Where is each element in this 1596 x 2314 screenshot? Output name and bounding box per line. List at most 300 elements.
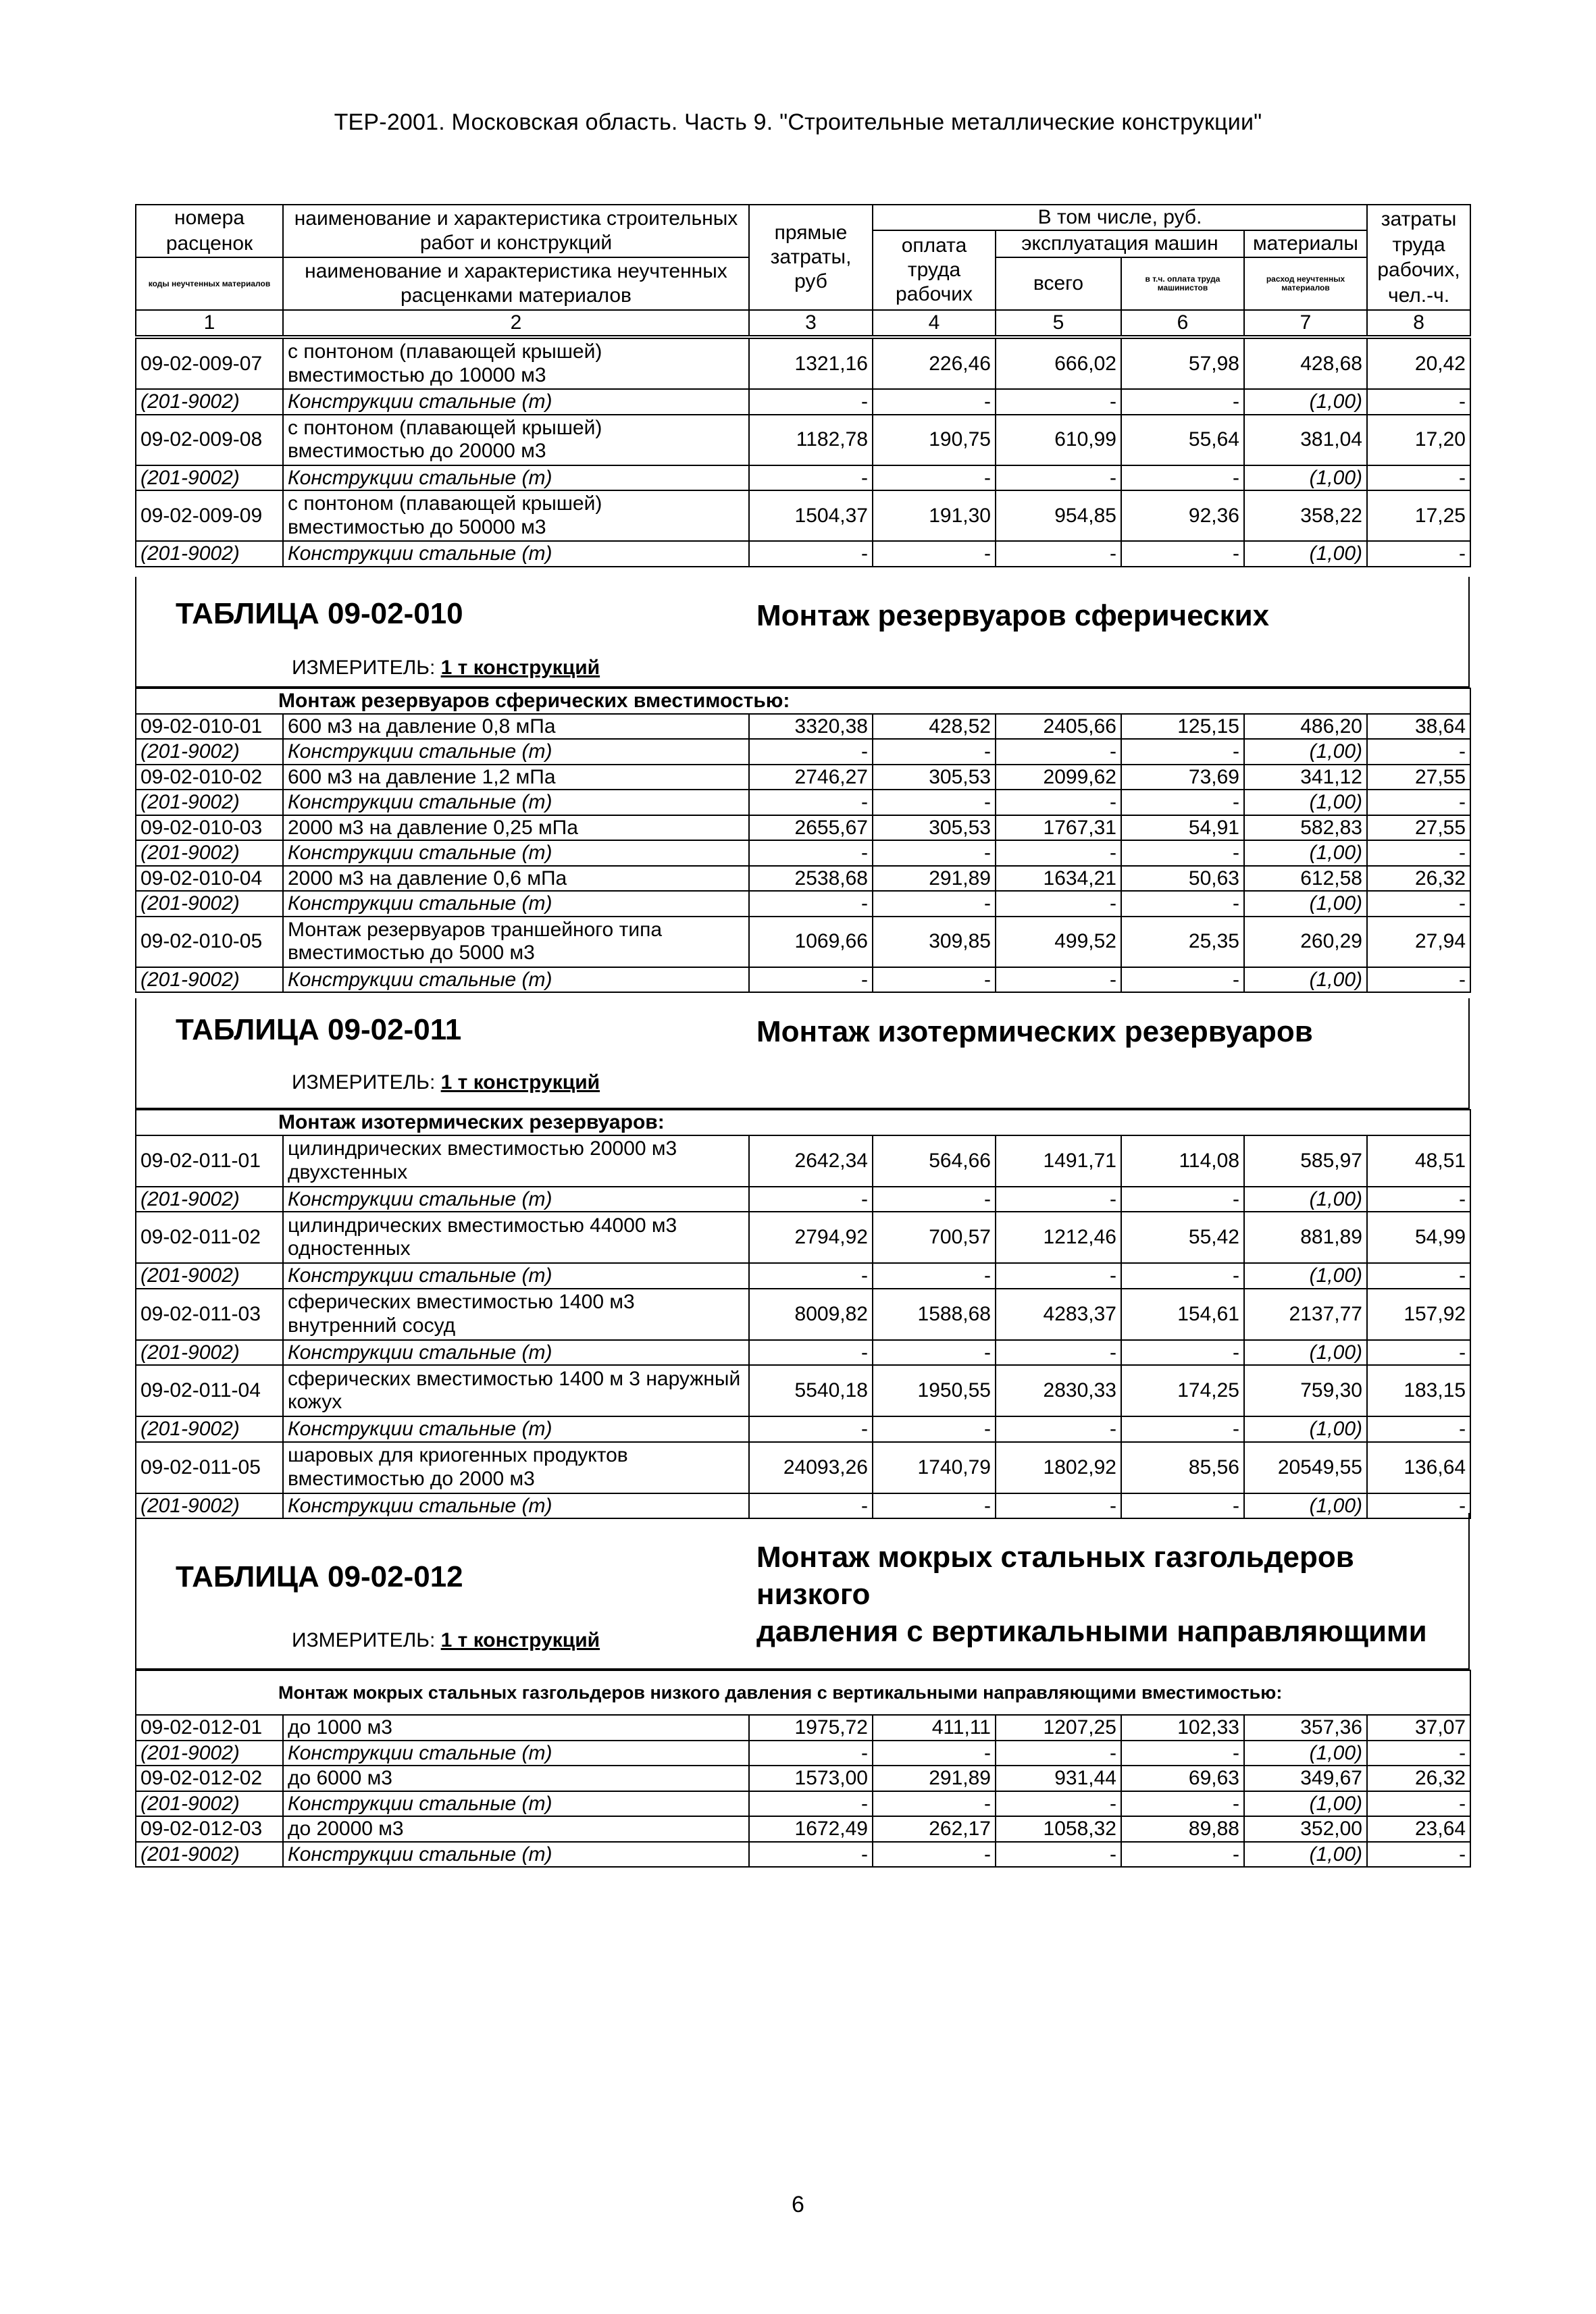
table-row	[136, 1766, 1470, 1791]
materials-cost: 428,68	[1244, 338, 1367, 389]
material-code: (201-9002)	[136, 967, 283, 993]
work-description: сферических вместимостью 1400 м3 внутренний сосуд	[283, 1289, 749, 1340]
dash-cell: -	[996, 1842, 1121, 1868]
materials-cost: 352,00	[1244, 1816, 1367, 1842]
table-09-02-009	[135, 338, 1471, 567]
table-name: Монтаж изотермических резервуаров	[756, 1015, 1313, 1048]
machines-total: 931,44	[996, 1766, 1121, 1791]
direct-cost: 1672,49	[749, 1816, 873, 1842]
column-number: 3	[749, 310, 873, 336]
dash-cell: -	[873, 1416, 996, 1442]
header-material-codes: коды неучтенных материалов	[136, 257, 283, 310]
work-description: с понтоном (плавающей крышей) вместимостью до 50000 м3	[283, 490, 749, 541]
rate-code: 09-02-012-02	[136, 1766, 283, 1791]
material-name: Конструкции стальные (т)	[283, 1842, 749, 1868]
materials-cost: 381,04	[1244, 415, 1367, 465]
dash-cell: -	[1367, 1263, 1470, 1289]
dash-cell: -	[749, 1842, 873, 1868]
table-title: ТАБЛИЦА 09-02-011	[176, 1013, 462, 1046]
materials-cost: 759,30	[1244, 1365, 1367, 1416]
labor-pay: 700,57	[873, 1212, 996, 1263]
material-name: Конструкции стальные (т)	[283, 967, 749, 993]
material-row	[136, 1842, 1470, 1868]
material-quantity: (1,00)	[1244, 541, 1367, 567]
dash-cell: -	[749, 1493, 873, 1519]
labor-hours: 26,32	[1367, 1766, 1470, 1791]
work-description: до 1000 м3	[283, 1715, 749, 1741]
material-name: Конструкции стальные (т)	[283, 891, 749, 917]
labor-hours: 23,64	[1367, 1816, 1470, 1842]
labor-hours: 27,94	[1367, 917, 1470, 967]
rate-code: 09-02-010-01	[136, 714, 283, 740]
work-description: с понтоном (плавающей крышей) вместимостью до 20000 м3	[283, 415, 749, 465]
rate-code: 09-02-012-03	[136, 1816, 283, 1842]
rate-code: 09-02-011-05	[136, 1442, 283, 1493]
material-quantity: (1,00)	[1244, 790, 1367, 815]
header-labor-cost: затраты труда рабочих, чел.-ч.	[1367, 205, 1470, 310]
rate-code: 09-02-009-07	[136, 338, 283, 389]
header-name-bottom: наименование и характеристика неучтенных расценками материалов	[283, 257, 749, 310]
rate-code: 09-02-011-02	[136, 1212, 283, 1263]
dash-cell: -	[749, 739, 873, 765]
rate-code: 09-02-010-05	[136, 917, 283, 967]
dash-cell: -	[1121, 1741, 1244, 1766]
material-code: (201-9002)	[136, 840, 283, 866]
group-heading: Монтаж изотермических резервуаров:	[136, 1110, 1470, 1135]
dash-cell: -	[1367, 541, 1470, 567]
table-row	[136, 1135, 1470, 1187]
table-row	[136, 1289, 1470, 1340]
material-row	[136, 967, 1470, 993]
dash-cell: -	[1121, 739, 1244, 765]
group-row	[136, 1110, 1470, 1135]
direct-cost: 1321,16	[749, 338, 873, 389]
labor-pay: 309,85	[873, 917, 996, 967]
table-row	[136, 1715, 1470, 1741]
material-code: (201-9002)	[136, 465, 283, 491]
material-name: Конструкции стальные (т)	[283, 389, 749, 415]
material-row	[136, 1187, 1470, 1212]
machines-operators: 57,98	[1121, 338, 1244, 389]
material-quantity: (1,00)	[1244, 1263, 1367, 1289]
dash-cell: -	[749, 465, 873, 491]
direct-cost: 8009,82	[749, 1289, 873, 1340]
materials-cost: 20549,55	[1244, 1442, 1367, 1493]
dash-cell: -	[996, 891, 1121, 917]
dash-cell: -	[873, 541, 996, 567]
materials-cost: 358,22	[1244, 490, 1367, 541]
machines-total: 1634,21	[996, 866, 1121, 892]
material-quantity: (1,00)	[1244, 739, 1367, 765]
material-name: Конструкции стальные (т)	[283, 1493, 749, 1519]
dash-cell: -	[1367, 967, 1470, 993]
machines-total: 2405,66	[996, 714, 1121, 740]
material-name: Конструкции стальные (т)	[283, 1791, 749, 1817]
rate-code: 09-02-011-03	[136, 1289, 283, 1340]
material-row	[136, 790, 1470, 815]
table-name-line: Монтаж мокрых стальных газгольдеров низкого	[756, 1541, 1354, 1611]
table-row	[136, 490, 1470, 541]
labor-pay: 1950,55	[873, 1365, 996, 1416]
dash-cell: -	[1367, 1416, 1470, 1442]
machines-total: 1802,92	[996, 1442, 1121, 1493]
table-row	[136, 1816, 1470, 1842]
machines-operators: 174,25	[1121, 1365, 1244, 1416]
material-row	[136, 389, 1470, 415]
dash-cell: -	[749, 1263, 873, 1289]
material-code: (201-9002)	[136, 541, 283, 567]
measurement-label: ИЗМЕРИТЕЛЬ:	[292, 1629, 441, 1651]
table-row	[136, 1212, 1470, 1263]
dash-cell: -	[1121, 389, 1244, 415]
rate-code: 09-02-011-04	[136, 1365, 283, 1416]
machines-total: 1058,32	[996, 1816, 1121, 1842]
machines-operators: 54,91	[1121, 815, 1244, 841]
table-row	[136, 815, 1470, 841]
dash-cell: -	[749, 1187, 873, 1212]
material-code: (201-9002)	[136, 790, 283, 815]
labor-pay: 291,89	[873, 866, 996, 892]
machines-operators: 55,42	[1121, 1212, 1244, 1263]
column-number: 8	[1367, 310, 1470, 336]
machines-operators: 102,33	[1121, 1715, 1244, 1741]
dash-cell: -	[996, 389, 1121, 415]
material-quantity: (1,00)	[1244, 891, 1367, 917]
direct-cost: 2746,27	[749, 765, 873, 790]
machines-total: 666,02	[996, 338, 1121, 389]
dash-cell: -	[996, 541, 1121, 567]
table-name-line: давления с вертикальными направляющими	[756, 1615, 1427, 1648]
direct-cost: 1504,37	[749, 490, 873, 541]
machines-total: 2830,33	[996, 1365, 1121, 1416]
direct-cost: 1975,72	[749, 1715, 873, 1741]
dash-cell: -	[749, 541, 873, 567]
table-row	[136, 866, 1470, 892]
material-name: Конструкции стальные (т)	[283, 465, 749, 491]
header-machines: эксплуатация машин	[996, 230, 1244, 258]
labor-hours: 37,07	[1367, 1715, 1470, 1741]
dash-cell: -	[1367, 840, 1470, 866]
labor-pay: 191,30	[873, 490, 996, 541]
measurement-unit	[292, 657, 600, 679]
dash-cell: -	[1367, 1187, 1470, 1212]
header-direct-cost: прямые затраты, руб	[749, 205, 873, 310]
dash-cell: -	[996, 790, 1121, 815]
rate-code: 09-02-009-09	[136, 490, 283, 541]
dash-cell: -	[873, 1493, 996, 1519]
measurement-label: ИЗМЕРИТЕЛЬ:	[292, 1071, 441, 1094]
material-row	[136, 840, 1470, 866]
labor-pay: 291,89	[873, 1766, 996, 1791]
table-010-section	[135, 577, 1470, 688]
dash-cell: -	[996, 1741, 1121, 1766]
dash-cell: -	[873, 1187, 996, 1212]
direct-cost: 1069,66	[749, 917, 873, 967]
dash-cell: -	[1367, 891, 1470, 917]
direct-cost: 1573,00	[749, 1766, 873, 1791]
material-row	[136, 1791, 1470, 1817]
labor-hours: 54,99	[1367, 1212, 1470, 1263]
dash-cell: -	[1367, 1741, 1470, 1766]
material-code: (201-9002)	[136, 389, 283, 415]
header-including: В том числе, руб.	[873, 205, 1367, 230]
header-number-top: номера	[136, 205, 283, 230]
rate-code: 09-02-010-04	[136, 866, 283, 892]
labor-hours: 27,55	[1367, 815, 1470, 841]
material-row	[136, 739, 1470, 765]
material-row	[136, 1263, 1470, 1289]
material-name: Конструкции стальные (т)	[283, 1187, 749, 1212]
table-row	[136, 415, 1470, 465]
dash-cell: -	[749, 967, 873, 993]
page-number: 6	[792, 2192, 804, 2217]
dash-cell: -	[1121, 840, 1244, 866]
dash-cell: -	[873, 1340, 996, 1366]
dash-cell: -	[996, 739, 1121, 765]
material-name: Конструкции стальные (т)	[283, 541, 749, 567]
direct-cost: 2642,34	[749, 1135, 873, 1187]
group-row	[136, 1670, 1470, 1715]
dash-cell: -	[996, 1493, 1121, 1519]
materials-cost: 260,29	[1244, 917, 1367, 967]
rate-code: 09-02-010-03	[136, 815, 283, 841]
machines-total: 1767,31	[996, 815, 1121, 841]
dash-cell: -	[749, 1741, 873, 1766]
dash-cell: -	[873, 1791, 996, 1817]
group-heading: Монтаж мокрых стальных газгольдеров низкого давления с вертикальными направляющими вместимостью:	[136, 1670, 1470, 1715]
dash-cell: -	[873, 840, 996, 866]
header-name-top: наименование и характеристика строительных работ и конструкций	[283, 205, 749, 257]
column-number: 7	[1244, 310, 1367, 336]
machines-operators: 154,61	[1121, 1289, 1244, 1340]
labor-hours: 183,15	[1367, 1365, 1470, 1416]
dash-cell: -	[1121, 1493, 1244, 1519]
labor-pay: 226,46	[873, 338, 996, 389]
dash-cell: -	[996, 967, 1121, 993]
machines-total: 1491,71	[996, 1135, 1121, 1187]
dash-cell: -	[1121, 967, 1244, 993]
table-row	[136, 765, 1470, 790]
dash-cell: -	[749, 891, 873, 917]
work-description: до 20000 м3	[283, 1816, 749, 1842]
table-name	[756, 1539, 1468, 1650]
table-09-02-012	[135, 1670, 1471, 1868]
dash-cell: -	[1121, 1263, 1244, 1289]
labor-pay: 1588,68	[873, 1289, 996, 1340]
work-description: цилиндрических вместимостью 44000 м3 одностенных	[283, 1212, 749, 1263]
dash-cell: -	[873, 1842, 996, 1868]
table-row	[136, 338, 1470, 389]
dash-cell: -	[873, 739, 996, 765]
labor-pay: 305,53	[873, 815, 996, 841]
dash-cell: -	[749, 840, 873, 866]
material-code: (201-9002)	[136, 1741, 283, 1766]
direct-cost: 3320,38	[749, 714, 873, 740]
machines-operators: 25,35	[1121, 917, 1244, 967]
material-quantity: (1,00)	[1244, 1187, 1367, 1212]
rate-code: 09-02-012-01	[136, 1715, 283, 1741]
dash-cell: -	[1121, 541, 1244, 567]
material-quantity: (1,00)	[1244, 1340, 1367, 1366]
table-011-section	[135, 998, 1470, 1109]
work-description: цилиндрических вместимостью 20000 м3 двухстенных	[283, 1135, 749, 1187]
materials-cost: 585,97	[1244, 1135, 1367, 1187]
material-row	[136, 541, 1470, 567]
machines-operators: 85,56	[1121, 1442, 1244, 1493]
work-description: с понтоном (плавающей крышей) вместимостью до 10000 м3	[283, 338, 749, 389]
material-name: Конструкции стальные (т)	[283, 840, 749, 866]
header-labor-pay: оплата труда рабочих	[873, 230, 996, 311]
materials-cost: 486,20	[1244, 714, 1367, 740]
dash-cell: -	[1121, 1416, 1244, 1442]
material-quantity: (1,00)	[1244, 967, 1367, 993]
work-description: 600 м3 на давление 1,2 мПа	[283, 765, 749, 790]
table-row	[136, 1365, 1470, 1416]
materials-cost: 357,36	[1244, 1715, 1367, 1741]
material-code: (201-9002)	[136, 739, 283, 765]
measurement-unit	[292, 1629, 600, 1652]
labor-pay: 411,11	[873, 1715, 996, 1741]
work-description: 2000 м3 на давление 0,25 мПа	[283, 815, 749, 841]
table-09-02-011	[135, 1109, 1471, 1519]
header-materials: материалы	[1244, 230, 1367, 258]
table-row	[136, 714, 1470, 740]
measurement-label: ИЗМЕРИТЕЛЬ:	[292, 657, 441, 679]
dash-cell: -	[1121, 1842, 1244, 1868]
dash-cell: -	[1367, 790, 1470, 815]
dash-cell: -	[1121, 465, 1244, 491]
material-quantity: (1,00)	[1244, 1741, 1367, 1766]
material-row	[136, 465, 1470, 491]
machines-operators: 73,69	[1121, 765, 1244, 790]
dash-cell: -	[1367, 1791, 1470, 1817]
material-code: (201-9002)	[136, 1263, 283, 1289]
dash-cell: -	[749, 1416, 873, 1442]
header-number-bottom: расценок	[136, 230, 283, 258]
dash-cell: -	[873, 389, 996, 415]
dash-cell: -	[873, 1741, 996, 1766]
dash-cell: -	[749, 1340, 873, 1366]
rate-code: 09-02-009-08	[136, 415, 283, 465]
dash-cell: -	[996, 1416, 1121, 1442]
material-code: (201-9002)	[136, 1493, 283, 1519]
work-description: 2000 м3 на давление 0,6 мПа	[283, 866, 749, 892]
labor-hours: 27,55	[1367, 765, 1470, 790]
column-number: 4	[873, 310, 996, 336]
header-machines-operators: в т.ч. оплата труда машинистов	[1121, 257, 1244, 310]
material-quantity: (1,00)	[1244, 1842, 1367, 1868]
dash-cell: -	[873, 891, 996, 917]
material-quantity: (1,00)	[1244, 389, 1367, 415]
material-quantity: (1,00)	[1244, 840, 1367, 866]
material-quantity: (1,00)	[1244, 1493, 1367, 1519]
material-name: Конструкции стальные (т)	[283, 1416, 749, 1442]
labor-hours: 38,64	[1367, 714, 1470, 740]
machines-total: 954,85	[996, 490, 1121, 541]
machines-operators: 55,64	[1121, 415, 1244, 465]
direct-cost: 2655,67	[749, 815, 873, 841]
direct-cost: 2794,92	[749, 1212, 873, 1263]
machines-total: 1207,25	[996, 1715, 1121, 1741]
material-name: Конструкции стальные (т)	[283, 739, 749, 765]
direct-cost: 2538,68	[749, 866, 873, 892]
dash-cell: -	[1121, 1340, 1244, 1366]
dash-cell: -	[749, 389, 873, 415]
header-materials-sub: расход неучтенных материалов	[1244, 257, 1367, 310]
group-heading: Монтаж резервуаров сферических вместимостью:	[136, 688, 1470, 714]
dash-cell: -	[1367, 465, 1470, 491]
table-name: Монтаж резервуаров сферических	[756, 599, 1270, 632]
material-quantity: (1,00)	[1244, 1416, 1367, 1442]
direct-cost: 5540,18	[749, 1365, 873, 1416]
machines-total: 610,99	[996, 415, 1121, 465]
dash-cell: -	[1121, 1187, 1244, 1212]
direct-cost: 1182,78	[749, 415, 873, 465]
labor-hours: 26,32	[1367, 866, 1470, 892]
labor-hours: 48,51	[1367, 1135, 1470, 1187]
dash-cell: -	[1121, 790, 1244, 815]
machines-operators: 92,36	[1121, 490, 1244, 541]
header-machines-total: всего	[996, 257, 1121, 310]
material-code: (201-9002)	[136, 891, 283, 917]
material-name: Конструкции стальные (т)	[283, 1340, 749, 1366]
labor-hours: 157,92	[1367, 1289, 1470, 1340]
dash-cell: -	[1367, 1493, 1470, 1519]
labor-pay: 190,75	[873, 415, 996, 465]
material-row	[136, 1741, 1470, 1766]
material-row	[136, 891, 1470, 917]
dash-cell: -	[996, 1263, 1121, 1289]
material-code: (201-9002)	[136, 1340, 283, 1366]
labor-pay: 428,52	[873, 714, 996, 740]
table-row	[136, 1442, 1470, 1493]
dash-cell: -	[749, 1791, 873, 1817]
material-name: Конструкции стальные (т)	[283, 1741, 749, 1766]
dash-cell: -	[873, 1263, 996, 1289]
dash-cell: -	[1367, 739, 1470, 765]
machines-total: 499,52	[996, 917, 1121, 967]
page-header: ТЕР-2001. Московская область. Часть 9. "Строительные металлические конструкции"	[334, 109, 1262, 135]
table-title: ТАБЛИЦА 09-02-012	[176, 1560, 463, 1593]
rate-code: 09-02-011-01	[136, 1135, 283, 1187]
machines-operators: 125,15	[1121, 714, 1244, 740]
machines-operators: 50,63	[1121, 866, 1244, 892]
measurement-value: 1 т конструкций	[440, 1071, 600, 1094]
dash-cell: -	[996, 1187, 1121, 1212]
material-quantity: (1,00)	[1244, 465, 1367, 491]
dash-cell: -	[996, 840, 1121, 866]
column-number: 6	[1121, 310, 1244, 336]
dash-cell: -	[749, 790, 873, 815]
materials-cost: 2137,77	[1244, 1289, 1367, 1340]
dash-cell: -	[1367, 1842, 1470, 1868]
work-description: сферических вместимостью 1400 м 3 наружный кожух	[283, 1365, 749, 1416]
group-row	[136, 688, 1470, 714]
column-number: 2	[283, 310, 749, 336]
table-row	[136, 917, 1470, 967]
dash-cell: -	[1121, 1791, 1244, 1817]
dash-cell: -	[1121, 891, 1244, 917]
material-row	[136, 1416, 1470, 1442]
dash-cell: -	[1367, 1340, 1470, 1366]
dash-cell: -	[1367, 389, 1470, 415]
dash-cell: -	[873, 790, 996, 815]
machines-operators: 89,88	[1121, 1816, 1244, 1842]
measurement-value: 1 т конструкций	[440, 1629, 600, 1651]
machines-total: 4283,37	[996, 1289, 1121, 1340]
dash-cell: -	[873, 465, 996, 491]
material-code: (201-9002)	[136, 1791, 283, 1817]
